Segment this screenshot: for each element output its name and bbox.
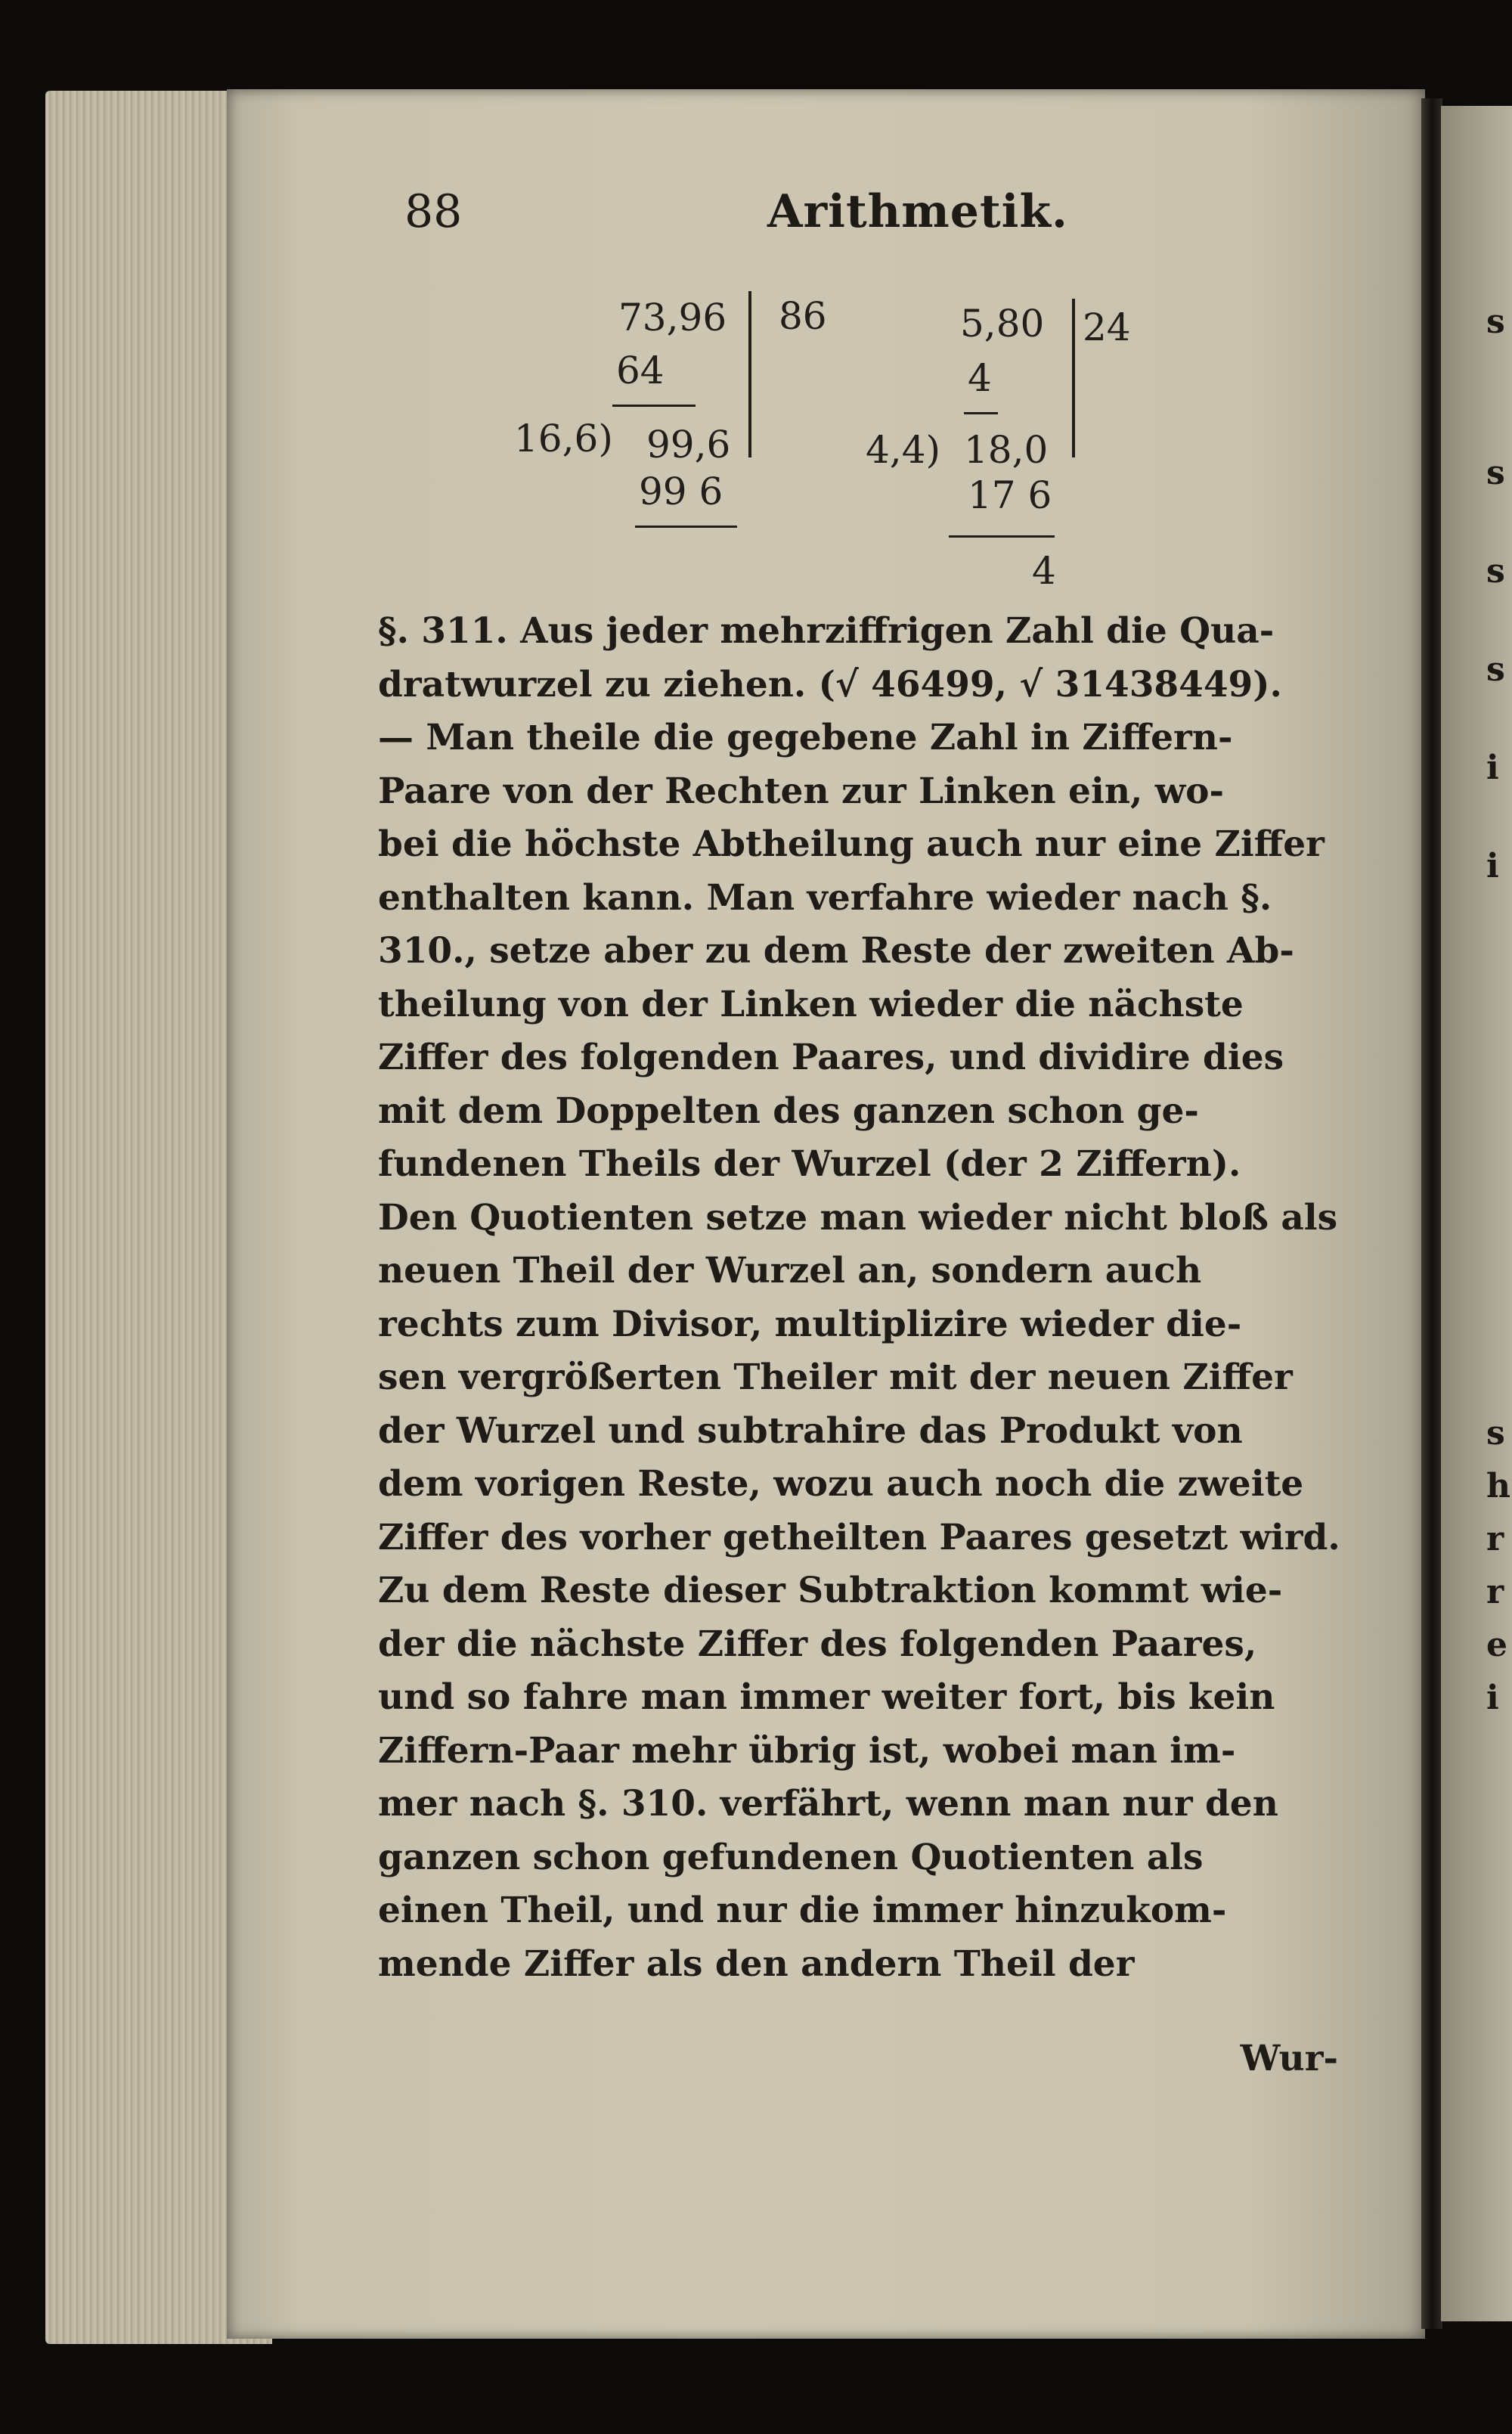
calc-underline [964, 412, 998, 414]
text-line: Zu dem Reste dieser Subtraktion kommt wie- [378, 1570, 1283, 1611]
remainder: 18,0 [964, 428, 1049, 472]
product: 17 6 [968, 473, 1052, 517]
text-line: bei die höchste Abtheilung auch nur eine Ziffer [378, 823, 1325, 865]
facing-page-edge [1441, 106, 1512, 2321]
text-line: Ziffer des vorher getheilten Paares gesetzt wird. [378, 1516, 1340, 1558]
facing-page-fragment: s [1486, 552, 1505, 591]
product: 99 6 [639, 470, 723, 513]
calc-underline [949, 535, 1055, 538]
facing-page-fragment: e [1486, 1626, 1507, 1664]
text-line: mit dem Doppelten des ganzen schon ge- [378, 1090, 1199, 1132]
book-gutter [1421, 98, 1442, 2329]
text-line: Ziffer des folgenden Paares, und dividire dies [378, 1037, 1284, 1078]
calc-underline [612, 405, 696, 407]
facing-page-fragment: r [1486, 1573, 1504, 1611]
facing-page-fragment: i [1486, 1679, 1499, 1717]
page-number: 88 [404, 185, 463, 238]
facing-page-fragment: s [1486, 302, 1505, 341]
text-line: theilung von der Linken wieder die nächste [378, 983, 1244, 1025]
facing-page-fragment: s [1486, 650, 1505, 689]
body-text [378, 605, 1353, 1991]
facing-page-fragment: r [1486, 1520, 1504, 1558]
text-line: fundenen Theils der Wurzel (der 2 Ziffern). [378, 1143, 1241, 1185]
divisor: 16,6) [514, 417, 613, 460]
text-line: enthalten kann. Man verfahre wieder nach §. [378, 876, 1272, 919]
radicand: 73,96 [618, 296, 727, 340]
calc-underline [635, 526, 737, 528]
first-square: 64 [616, 349, 665, 392]
text-line: mende Ziffer als den andern Theil der [378, 1943, 1135, 1985]
final-remainder: 4 [1032, 549, 1056, 593]
calc-divider [748, 291, 751, 457]
catchword: Wur- [1240, 2038, 1338, 2079]
text-line: neuen Theil der Wurzel an, sondern auch [378, 1250, 1202, 1291]
text-line: dem vorigen Reste, wozu auch noch die zweite [378, 1463, 1304, 1505]
running-title: Arithmetik. [767, 185, 1068, 238]
facing-page-fragment: s [1486, 454, 1505, 492]
text-line: der die nächste Ziffer des folgenden Paares, [378, 1623, 1257, 1665]
text-line: §. 311. Aus jeder mehrziffrigen Zahl die Qua- [378, 610, 1275, 652]
text-line: 310., setze aber zu dem Reste der zweiten Ab- [378, 930, 1294, 972]
facing-page-fragment: i [1486, 847, 1499, 885]
calc-divider [1072, 299, 1075, 457]
text-line: Paare von der Rechten zur Linken ein, wo- [378, 770, 1225, 812]
root-result: 24 [1083, 305, 1131, 349]
text-line: einen Theil, und nur die immer hinzukom- [378, 1890, 1227, 1931]
divisor: 4,4) [866, 428, 941, 472]
root-result: 86 [779, 294, 827, 338]
text-line: dratwurzel zu ziehen. (√ 46499, √ 31438449). [378, 663, 1282, 705]
radicand: 5,80 [960, 302, 1045, 346]
first-square: 4 [968, 356, 992, 400]
text-line: und so fahre man immer weiter fort, bis kein [378, 1676, 1275, 1718]
text-line: sen vergrößerten Theiler mit der neuen Ziffer [378, 1357, 1293, 1398]
facing-page-fragment: i [1486, 749, 1499, 787]
facing-page-fragment: h [1486, 1467, 1510, 1505]
text-line: der Wurzel und subtrahire das Produkt von [378, 1409, 1243, 1452]
text-line: Den Quotienten setze man wieder nicht bloß als [378, 1196, 1338, 1239]
text-line: — Man theile die gegebene Zahl in Ziffern- [378, 717, 1233, 758]
text-line: mer nach §. 310. verfährt, wenn man nur den [378, 1783, 1278, 1825]
text-line: rechts zum Divisor, multiplizire wieder die- [378, 1303, 1242, 1345]
facing-page-fragment: s [1486, 1414, 1505, 1453]
page-header [404, 185, 1372, 246]
text-line: Ziffern-Paar mehr übrig ist, wobei man im- [378, 1729, 1236, 1772]
text-line: ganzen schon gefundenen Quotienten als [378, 1836, 1204, 1878]
remainder: 99,6 [646, 423, 731, 467]
